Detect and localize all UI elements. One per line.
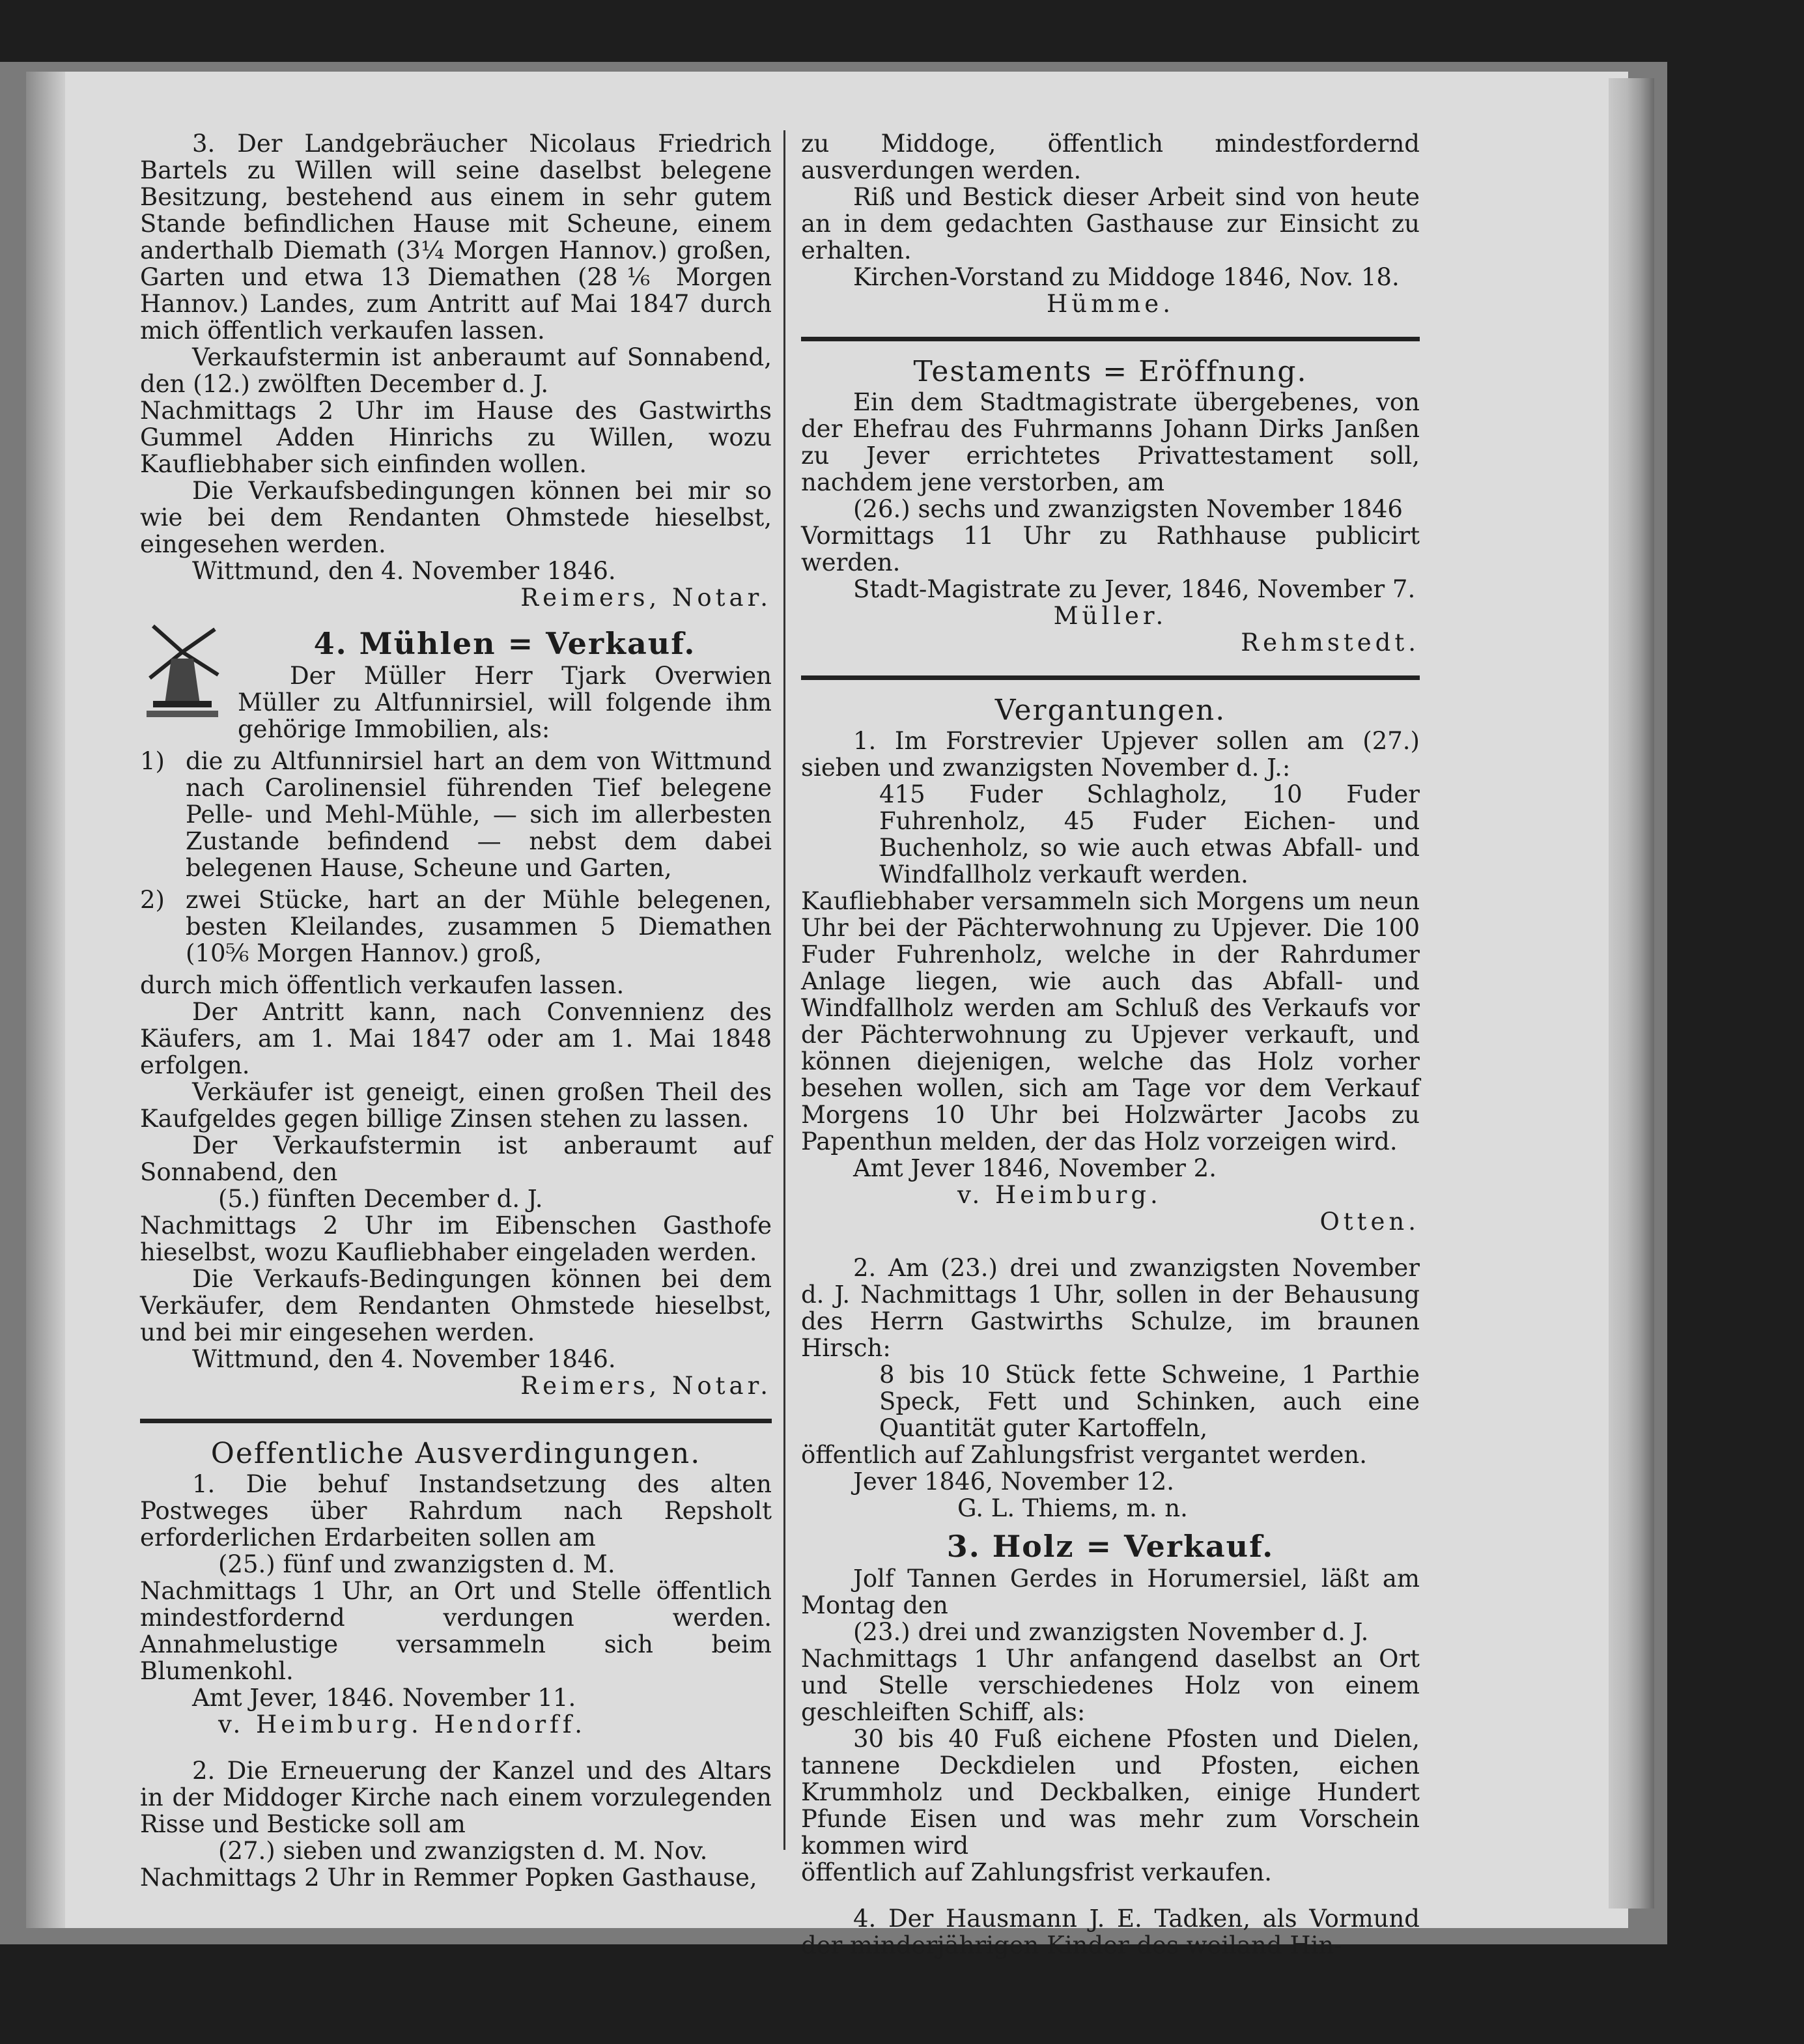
mill-sale-notice — [140, 623, 772, 1399]
spacer — [801, 1235, 1420, 1255]
sale-notice-3 — [140, 130, 772, 611]
section-heading: 4. Mühlen = Verkauf. — [313, 626, 696, 661]
date-line: Amt Jever, 1846. November 11. — [192, 1684, 576, 1712]
paragraph: Nachmittags 1 Uhr, an Ort und Stelle öffentlich mindestfordernd verdungen werden. Annahmelustige versammeln sich beim Blumenkohl. — [140, 1577, 772, 1685]
paragraph: 2. Am (23.) drei und zwanzigsten November d. J. Nachmittags 1 Uhr, sollen in der Behausung des Herrn Gastwirths Schulze, im braunen Hirsch: — [801, 1254, 1420, 1362]
signature: Rehmstedt. — [1241, 629, 1420, 657]
paragraph: 415 Fuder Schlagholz, 10 Fuder Fuhrenholz, 45 Fuder Eichen- und Buchenholz, so wie auch etwas Abfall- und Windfallholz verkauft werden. — [879, 780, 1420, 888]
section-heading: Testaments = Eröffnung. — [913, 355, 1308, 388]
auctions-notice — [801, 694, 1420, 1522]
date-line: Amt Jever 1846, November 2. — [853, 1154, 1217, 1182]
paragraph: 3. Der Landgebräucher Nicolaus Friedrich Bartels zu Willen will seine daselbst belegene Besitzung, bestehend aus einem in sehr gutem Stande befindlichen Hause mit Scheune, einem anderthalb Diemath (3¼ Morgen Hannov.) großen, Garten und etwa 13 Diemathen (28⅙ Morgen Hannov.) Landes, zum Antritt auf Mai 1847 durch mich öffentlich verkaufen lassen. — [140, 130, 772, 345]
paragraph: Vormittags 11 Uhr zu Rathhause publicirt werden. — [801, 522, 1420, 576]
signature: Otten. — [1319, 1208, 1420, 1236]
page-edge — [1609, 78, 1654, 1909]
section-divider — [801, 337, 1420, 341]
page-binding — [26, 72, 65, 1928]
tenders-continued — [801, 130, 1420, 317]
paragraph: Jolf Tannen Gerdes in Horumersiel, läßt am Montag den — [801, 1565, 1420, 1619]
signature: v. Heimburg. Hendorff. — [218, 1710, 586, 1739]
date-line: Wittmund, den 4. November 1846. — [192, 557, 616, 585]
section-heading: Oeffentliche Ausverdingungen. — [210, 1437, 701, 1470]
paragraph: öffentlich auf Zahlungsfrist vergantet werden. — [801, 1441, 1367, 1469]
paragraph: Nachmittags 2 Uhr in Remmer Popken Gasthause, — [140, 1864, 757, 1892]
paragraph: Kaufliebhaber versammeln sich Morgens um neun Uhr bei der Pächterwohnung zu Upjever. Die 100 Fuder Fuhrenholz, welche in der Rahrdumer Anlage liegen, wie auch das Abfall- und Windfallholz werden am Schluß des Verkaufs vor der Pächterwohnung zu Upjever verkauft, und können diejenigen, welche das Holz vorher besehen wollen, sich am Tage vor dem Verkauf Morgens 10 Uhr bei Holzwärter Jacobs zu Papenthun melden, der das Holz vorzeigen wird. — [801, 887, 1420, 1156]
spacer — [140, 1738, 772, 1757]
wood-sale-notice — [801, 1529, 1420, 1959]
paragraph: 8 bis 10 Stück fette Schweine, 1 Parthie Speck, Fett und Schinken, auch eine Quantität guter Kartoffeln, — [879, 1361, 1420, 1442]
paragraph: Verkaufstermin ist anberaumt auf Sonnabend, den (12.) zwölften December d. J. — [140, 343, 772, 398]
signature: Reimers, Notar. — [520, 1372, 772, 1400]
signature-row — [801, 1208, 1420, 1235]
paragraph: 2. Die Erneuerung der Kanzel und des Altars in der Middoger Kirche nach einem vorzulegenden Risse und Besticke soll am — [140, 1757, 772, 1838]
signature: Hümme. — [1047, 290, 1174, 318]
signature: Müller. — [1053, 602, 1168, 630]
paragraph: Nachmittags 2 Uhr im Eibenschen Gasthofe hieselbst, wozu Kaufliebhaber eingeladen werden. — [140, 1212, 772, 1266]
date-line: (5.) fünften December d. J. — [218, 1185, 543, 1213]
date-line: Stadt-Magistrate zu Jever, 1846, November 7. — [853, 575, 1416, 603]
tenders-notice — [140, 1437, 772, 1892]
date-line: Wittmund, den 4. November 1846. — [192, 1345, 616, 1373]
signature: G. L. Thiems, m. n. — [957, 1494, 1188, 1522]
mill-intro-block — [140, 623, 772, 743]
date-line: Kirchen-Vorstand zu Middoge 1846, Nov. 18. — [853, 263, 1400, 291]
paragraph: öffentlich auf Zahlungsfrist verkaufen. — [801, 1858, 1273, 1886]
paragraph: Der Antritt kann, nach Convennienz des Käufers, am 1. Mai 1847 oder am 1. Mai 1848 erfolgen. — [140, 998, 772, 1079]
testament-notice — [801, 355, 1420, 657]
section-divider — [140, 1419, 772, 1423]
signature: Reimers, Notar. — [520, 584, 772, 612]
paragraph: Nachmittags 1 Uhr anfangend daselbst an Ort und Stelle verschiedenes Holz von einem geschleiften Schiff, als: — [801, 1645, 1420, 1726]
date-line: (25.) fünf und zwanzigsten d. M. — [218, 1550, 615, 1578]
paragraph: 1. Die behuf Instandsetzung des alten Postweges über Rahrdum nach Repsholt erforderlichen Erdarbeiten sollen am — [140, 1470, 772, 1552]
paragraph: Die Verkaufs-Bedingungen können bei dem Verkäufer, dem Rendanten Ohmstede hieselbst, und bei mir eingesehen werden. — [140, 1265, 772, 1346]
paragraph: 1. Im Forstrevier Upjever sollen am (27.) sieben und zwanzigsten November d. J.: — [801, 727, 1420, 782]
right-column — [801, 130, 1420, 1959]
paragraph: Ein dem Stadtmagistrate übergebenes, von der Ehefrau des Fuhrmanns Johann Dirks Janßen zu Jever errichtetes Privattestament soll, nachdem jene verstorben, am — [801, 388, 1420, 496]
column-divider — [783, 130, 785, 1850]
left-column — [140, 130, 772, 1891]
paragraph: Riß und Bestick dieser Arbeit sind von heute an in dem gedachten Gasthause zur Einsicht zu erhalten. — [801, 183, 1420, 264]
property-list — [140, 748, 772, 967]
date-line: (27.) sieben und zwanzigsten d. M. Nov. — [218, 1837, 708, 1865]
list-text: die zu Altfunnirsiel hart an dem von Wittmund nach Carolinensiel führenden Tief belegene Pelle- und Mehl-Mühle, — sich im allerbesten Zustande befindend — nebst dem dabei belegenen Hause, Scheune und Garten, — [186, 747, 772, 882]
spacer — [801, 1886, 1420, 1905]
paragraph: zu Middoge, öffentlich mindestfordernd ausverdungen werden. — [801, 130, 1420, 184]
paragraph: Der Verkaufstermin ist anberaumt auf Sonnabend, den — [140, 1131, 772, 1186]
paragraph: Die Verkaufsbedingungen können bei mir so wie bei dem Rendanten Ohmstede hieselbst, eingesehen werden. — [140, 477, 772, 558]
section-heading: 3. Holz = Verkauf. — [946, 1529, 1275, 1564]
paragraph: Der Müller Herr Tjark Overwien Müller zu Altfunnirsiel, will folgende ihm gehörige Immobilien, als: — [238, 662, 772, 743]
paragraph: Nachmittags 2 Uhr im Hause des Gastwirths Gummel Adden Hinrichs zu Willen, wozu Kaufliebhaber sich einfinden wollen. — [140, 397, 772, 478]
list-number: 1) — [140, 747, 165, 775]
list-item — [140, 748, 772, 881]
section-heading: Vergantungen. — [994, 694, 1226, 727]
list-item — [140, 887, 772, 967]
list-text: zwei Stücke, hart an der Mühle belegenen, besten Kleilandes, zusammen 5 Diemathen (10⅚ Morgen Hannov.) groß, — [186, 886, 772, 967]
paragraph: 4. Der Hausmann J. E. Tadken, als Vormund der minderjährigen Kinder des weiland Hin- — [801, 1905, 1420, 1959]
paragraph: Verkäufer ist geneigt, einen großen Theil des Kaufgeldes gegen billige Zinsen stehen zu lassen. — [140, 1078, 772, 1133]
section-divider — [801, 675, 1420, 680]
signature: v. Heimburg. — [957, 1181, 1162, 1209]
paragraph: 30 bis 40 Fuß eichene Pfosten und Dielen, tannene Deckdielen und Pfosten, eichen Krummholz und Deckbalken, einige Hundert Pfunde Eisen und was mehr zum Vorschein kommen wird — [801, 1725, 1420, 1860]
windmill-icon — [140, 623, 225, 720]
date-line: (23.) drei und zwanzigsten November d. J. — [853, 1618, 1369, 1646]
signature-row — [801, 629, 1420, 656]
date-line: (26.) sechs und zwanzigsten November 1846 — [853, 495, 1403, 523]
list-number: 2) — [140, 886, 165, 914]
date-line: Jever 1846, November 12. — [853, 1468, 1175, 1496]
paragraph: durch mich öffentlich verkaufen lassen. — [140, 971, 625, 999]
